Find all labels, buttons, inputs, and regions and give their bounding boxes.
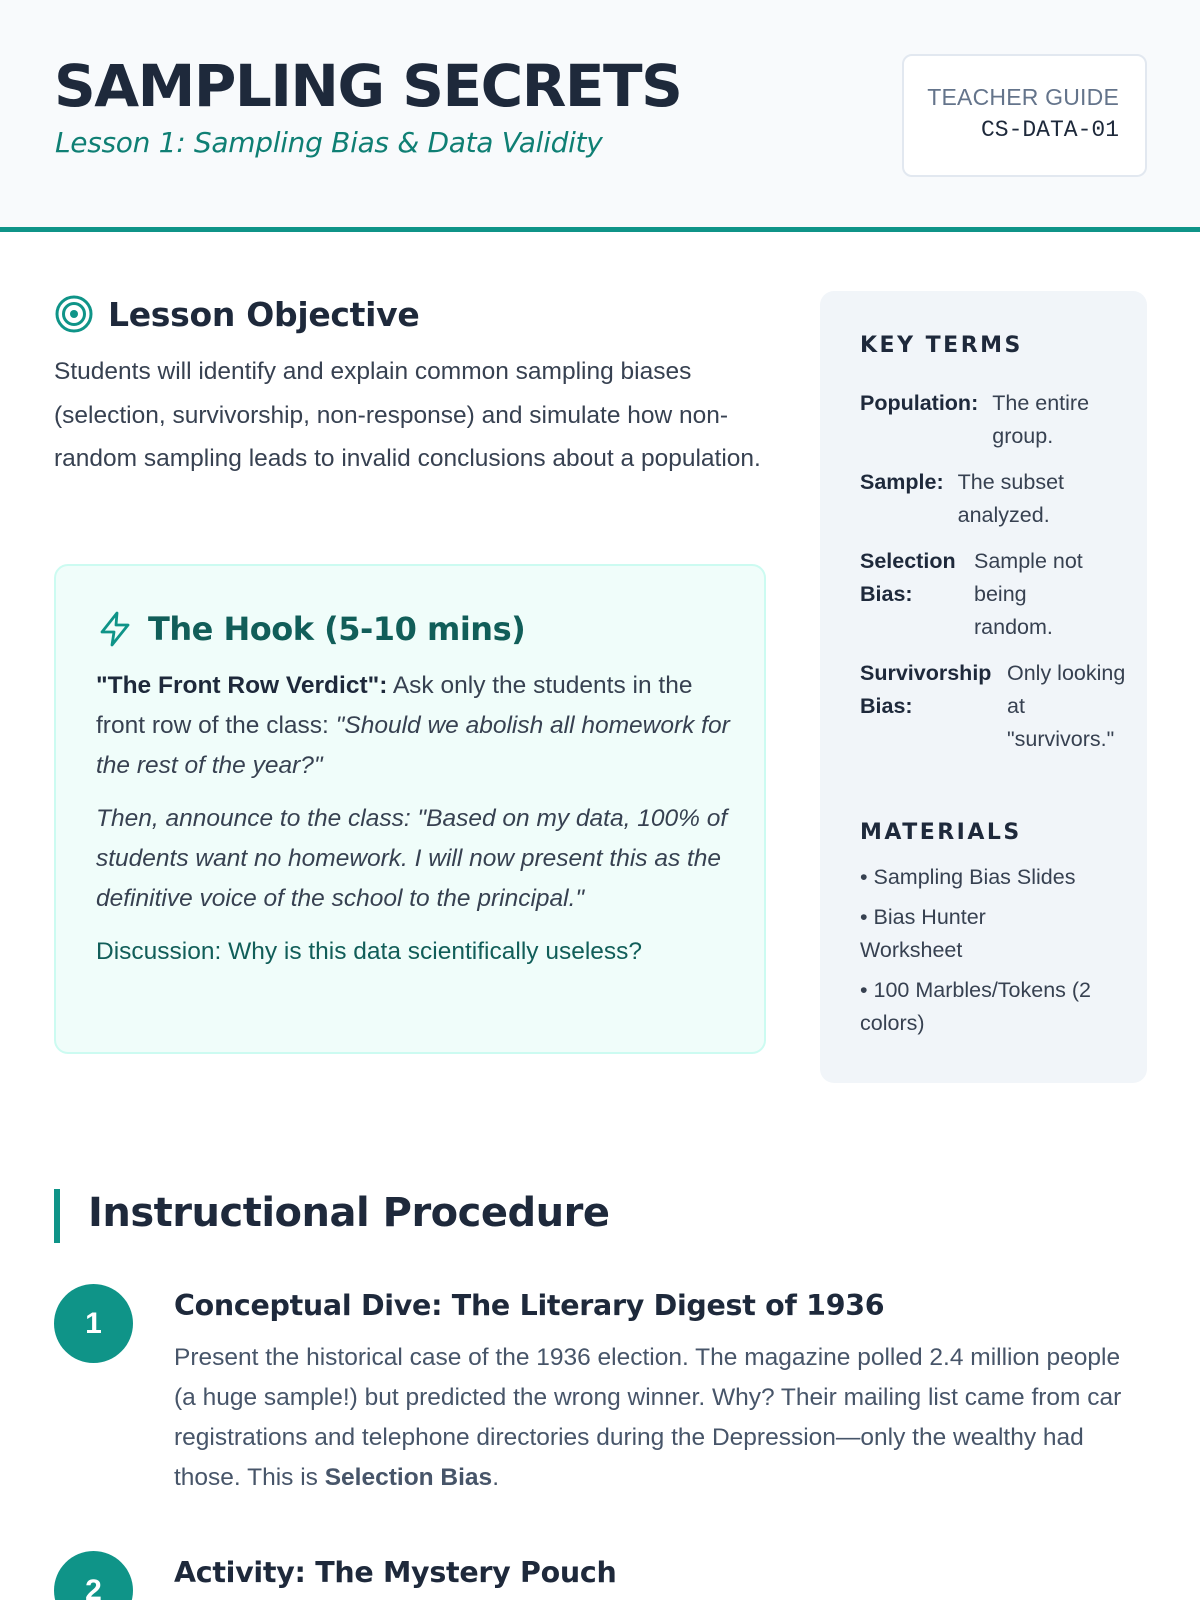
key-term-item bbox=[860, 387, 1135, 453]
sidebar bbox=[820, 291, 1147, 1083]
hook-heading bbox=[96, 610, 525, 648]
guide-label: TEACHER GUIDE bbox=[927, 84, 1119, 110]
term-label: Sample: bbox=[860, 470, 944, 494]
step-text bbox=[174, 1338, 1144, 1498]
teacher-guide-badge bbox=[902, 54, 1147, 177]
step-text-end: . bbox=[492, 1464, 499, 1491]
step-title: Activity: The Mystery Pouch bbox=[174, 1556, 617, 1589]
hook-body bbox=[96, 666, 736, 985]
objective-heading bbox=[54, 292, 419, 336]
hook-announce-text: Then, announce to the class: "Based on my data, 100% of students want no homework. I will now present this as the definitive voice of the school to the principal." bbox=[96, 805, 728, 912]
objective-title: Lesson Objective bbox=[108, 294, 420, 334]
step-number-badge: 1 bbox=[54, 1284, 133, 1363]
step-number-badge: 2 bbox=[54, 1551, 133, 1600]
term-label: Population: bbox=[860, 391, 979, 415]
key-term-item bbox=[860, 466, 1135, 532]
step-text-bold: Selection Bias bbox=[324, 1464, 493, 1491]
materials-list bbox=[860, 861, 1130, 1047]
page-subtitle: Lesson 1: Sampling Bias & Data Validity bbox=[55, 126, 603, 159]
page-header bbox=[0, 0, 1200, 232]
step-title: Conceptual Dive: The Literary Digest of 1936 bbox=[174, 1289, 885, 1322]
key-terms-list bbox=[860, 387, 1135, 769]
key-term-item bbox=[860, 545, 1135, 644]
hook-lead-text: Ask only the students in the front row of the class: bbox=[96, 672, 693, 739]
term-label: Selection Bias: bbox=[860, 549, 956, 606]
material-item: • 100 Marbles/Tokens (2 colors) bbox=[860, 978, 1091, 1035]
term-definition: Only looking at "survivors." bbox=[1007, 661, 1126, 751]
key-term-item bbox=[860, 657, 1135, 756]
materials-heading: MATERIALS bbox=[860, 820, 1022, 845]
hook-lead bbox=[96, 666, 736, 786]
hook-card bbox=[54, 564, 766, 1054]
step-text-body: Present the historical case of the 1936 election. The magazine polled 2.4 million people (a huge sample!) but predicted the wrong winner. Why? Their mailing list came from car registrations and telephone directories during the Depression—only the wealthy had those. This is bbox=[174, 1344, 1122, 1491]
term-definition: Sample not being random. bbox=[974, 549, 1083, 639]
term-label: Survivorship Bias: bbox=[860, 661, 992, 718]
section-accent-bar bbox=[54, 1189, 60, 1243]
guide-code: CS-DATA-01 bbox=[980, 117, 1119, 143]
term-definition: The entire group. bbox=[992, 391, 1090, 448]
target-icon bbox=[54, 294, 94, 334]
lightning-icon bbox=[96, 610, 134, 648]
hook-discussion: Discussion: Why is this data scientifically useless? bbox=[96, 938, 643, 965]
hook-announce bbox=[96, 799, 736, 919]
hook-lead-bold: "The Front Row Verdict": bbox=[96, 672, 388, 699]
hook-lead-quote: "Should we abolish all homework for the rest of the year?" bbox=[96, 712, 730, 779]
procedure-title: Instructional Procedure bbox=[88, 1190, 610, 1236]
hook-title: The Hook (5-10 mins) bbox=[148, 610, 526, 648]
page-title: SAMPLING SECRETS bbox=[54, 52, 682, 120]
material-item: • Sampling Bias Slides bbox=[860, 865, 1076, 889]
material-item: • Bias Hunter Worksheet bbox=[860, 905, 986, 962]
term-definition: The subset analyzed. bbox=[957, 470, 1065, 527]
key-terms-heading: KEY TERMS bbox=[860, 333, 1023, 358]
objective-text: Students will identify and explain common sampling biases (selection, survivorship, non-response) and simulate how non-random sampling leads to invalid conclusions about a population. bbox=[54, 358, 761, 472]
